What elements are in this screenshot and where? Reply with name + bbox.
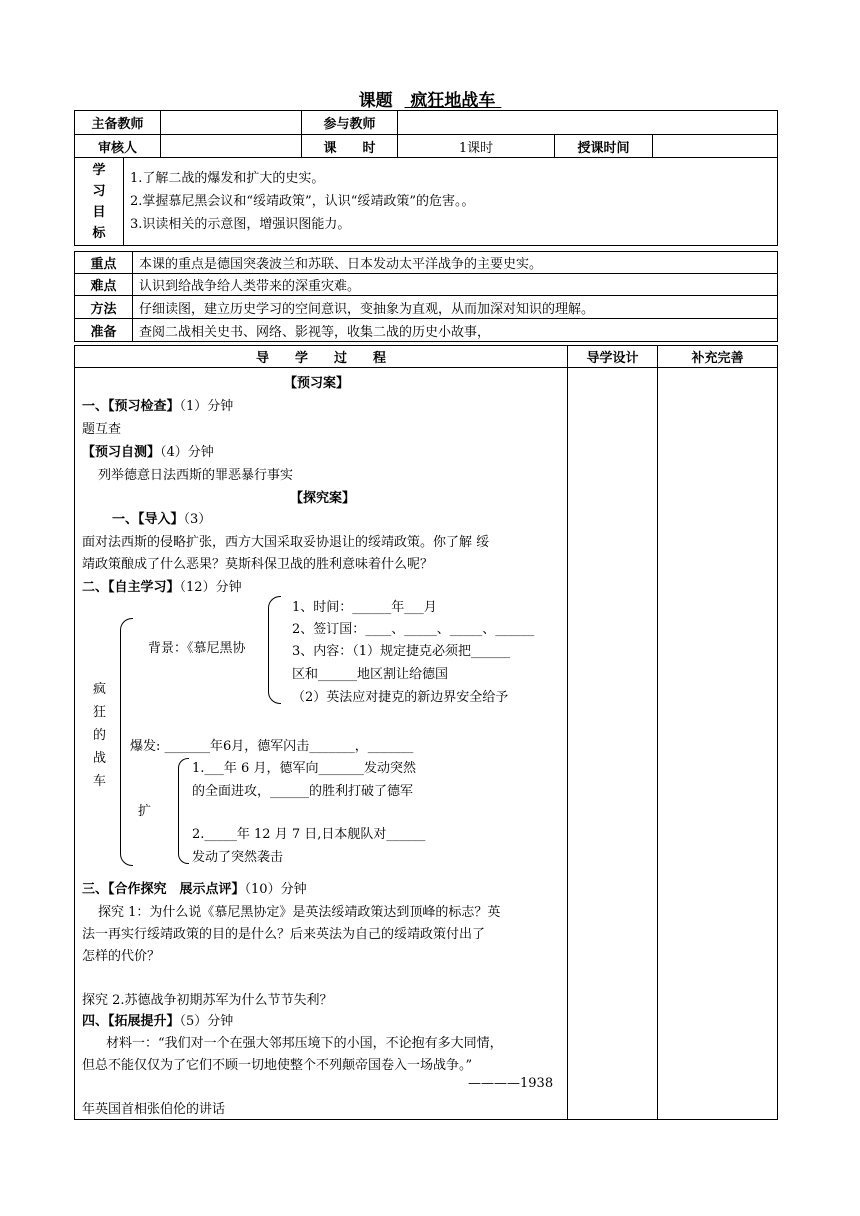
objectives-table	[74, 157, 778, 246]
side-char: 的	[93, 728, 107, 743]
section-preview-check	[82, 395, 233, 414]
background-content-2: 区和______地区割让给德国	[292, 667, 449, 682]
diagram-side-title	[93, 678, 106, 793]
outbreak-line: 爆发: _______年6月，德军闪击_______，_______	[130, 739, 414, 754]
background-brace	[268, 596, 281, 704]
header-table	[74, 110, 778, 158]
section-preview-test	[82, 441, 214, 460]
explore-title: 【探究案】	[290, 491, 356, 506]
intro-line-1: 面对法西斯的侵略扩张，西方大国采取妥协退让的绥靖政策。你了解 绥	[82, 535, 490, 550]
key-point-label: 重点	[75, 252, 133, 274]
section-tag: 【合作探究 展示点评】	[108, 882, 245, 897]
section-time: （12）分钟	[179, 580, 242, 595]
preparation-label: 准备	[75, 319, 133, 342]
preview-check-text: 题互查	[82, 422, 122, 437]
teach-time-label: 授课时间	[555, 135, 653, 158]
section-number: 三、	[82, 882, 109, 897]
preview-title: 【预习案】	[284, 376, 350, 391]
page-title	[0, 86, 860, 111]
objective-item: 1.了解二战的爆发和扩大的史实。	[130, 171, 325, 186]
expand-item-1a: 1.___年 6 月，德军向_______发动突然	[192, 761, 416, 776]
method-label: 方法	[75, 296, 133, 319]
section-number: 四、	[82, 1014, 109, 1029]
side-char: 车	[93, 774, 107, 789]
reviewer-field[interactable]	[161, 135, 302, 158]
expand-item-1b: 的全面进攻，______的胜利打破了德军	[192, 784, 414, 799]
question-1-line-1: 探究 1：为什么说《慕尼黑协定》是英法绥靖政策达到顶峰的标志？英	[98, 905, 501, 920]
section-extension	[82, 1010, 233, 1029]
preview-test-text: 列举德意日法西斯的罪恶暴行事实	[98, 468, 294, 483]
supplement-column[interactable]	[658, 368, 778, 1120]
section-time: （5）分钟	[179, 1014, 234, 1029]
background-time: 1、时间：______年___月	[292, 600, 437, 615]
period-label: 课 时	[302, 135, 398, 158]
material-1-source: ————1938	[468, 1076, 554, 1091]
participant-field[interactable]	[398, 111, 778, 135]
section-intro	[112, 508, 211, 527]
difficulty-text: 认识到给战争给人类带来的深重灾难。	[133, 274, 778, 296]
expand-brace	[178, 758, 189, 864]
preparation-text: 查阅二战相关史书、网络、影视等，收集二战的历史小故事，	[133, 319, 778, 342]
objective-item: 3.识读相关的示意图，增强识图能力。	[130, 217, 351, 232]
main-teacher-field[interactable]	[161, 111, 302, 135]
section-number: 一、	[82, 399, 109, 414]
section-tag: 【预习检查】	[108, 399, 180, 414]
difficulty-label: 难点	[75, 274, 133, 296]
question-1-line-3: 怎样的代价？	[82, 949, 161, 964]
supplement-header: 补充完善	[658, 346, 778, 368]
title-topic: 疯狂地战车	[410, 91, 496, 111]
section-number: 二、	[82, 580, 109, 595]
objectives-label-char: 学	[92, 162, 106, 178]
objectives-content	[124, 158, 778, 246]
side-char: 疯	[93, 682, 107, 697]
question-2: 探究 2.苏德战争初期苏军为什么节节失利？	[82, 993, 333, 1008]
material-1-source-2: 年英国首相张伯伦的讲话	[82, 1102, 226, 1117]
section-cooperation	[82, 878, 307, 897]
main-teacher-label: 主备教师	[75, 111, 161, 135]
background-label: 背景：《慕尼黑协	[148, 641, 246, 656]
info-table	[74, 251, 778, 342]
design-header: 导学设计	[568, 346, 658, 368]
side-char: 战	[93, 751, 107, 766]
material-1-line-1: 材料一：“我们对一个在强大邻邦压境下的小国，不论抱有多大同情，	[106, 1036, 503, 1051]
participant-label: 参与教师	[302, 111, 398, 135]
question-1-line-2: 法一再实行绥靖政策的目的是什么？后来英法为自己的绥靖政策付出了	[82, 927, 486, 942]
section-tag: 【拓展提升】	[108, 1014, 180, 1029]
design-column[interactable]	[568, 368, 658, 1120]
teach-time-field[interactable]	[653, 135, 778, 158]
section-tag: 【自主学习】	[108, 580, 180, 595]
background-content-3: （2）英法应对捷克的新边界安全给予	[292, 690, 509, 705]
objectives-label-char: 目	[92, 204, 106, 220]
reviewer-label: 审核人	[75, 135, 161, 158]
section-self-study	[82, 576, 242, 595]
background-countries: 2、签订国：____、_____、_____、______	[292, 622, 535, 637]
title-prefix: 课题	[358, 91, 393, 111]
section-time: （3）	[183, 512, 212, 527]
section-time: （10）分钟	[244, 882, 307, 897]
section-number: 一、	[112, 512, 139, 527]
section-tag: 【预习自测】	[82, 445, 161, 460]
expand-item-2b: 发动了突然袭击	[192, 850, 284, 865]
key-point-text: 本课的重点是德国突袭波兰和苏联、日本发动太平洋战争的主要史实。	[133, 252, 778, 274]
period-value: 1课时	[398, 135, 555, 158]
side-char: 狂	[93, 705, 107, 720]
section-time: （1）分钟	[179, 399, 234, 414]
objective-item: 2.掌握慕尼黑会议和“绥靖政策”，认识“绥靖政策”的危害。。	[130, 194, 475, 209]
objectives-label-char: 习	[92, 183, 106, 199]
material-1-line-2: 但总不能仅仅为了它们不顾一切地使整个不列颠帝国卷入一场战争。”	[82, 1058, 473, 1073]
method-text: 仔细读图，建立历史学习的空间意识，变抽象为直观，从而加深对知识的理解。	[133, 296, 778, 319]
expand-label: 扩	[138, 804, 152, 819]
process-header: 导 学 过 程	[75, 346, 568, 368]
objectives-label-char: 标	[92, 225, 106, 241]
objectives-label	[75, 158, 124, 246]
background-content: 3、内容：（1）规定捷克必须把______	[292, 644, 511, 659]
intro-line-2: 靖政策酿成了什么恶果？莫斯科保卫战的胜利意味着什么呢？	[82, 557, 434, 572]
expand-item-2a: 2._____年 12 月 7 日,日本舰队对______	[192, 827, 426, 842]
section-tag: 【导入】	[138, 512, 184, 527]
section-time: （4）分钟	[160, 445, 214, 460]
